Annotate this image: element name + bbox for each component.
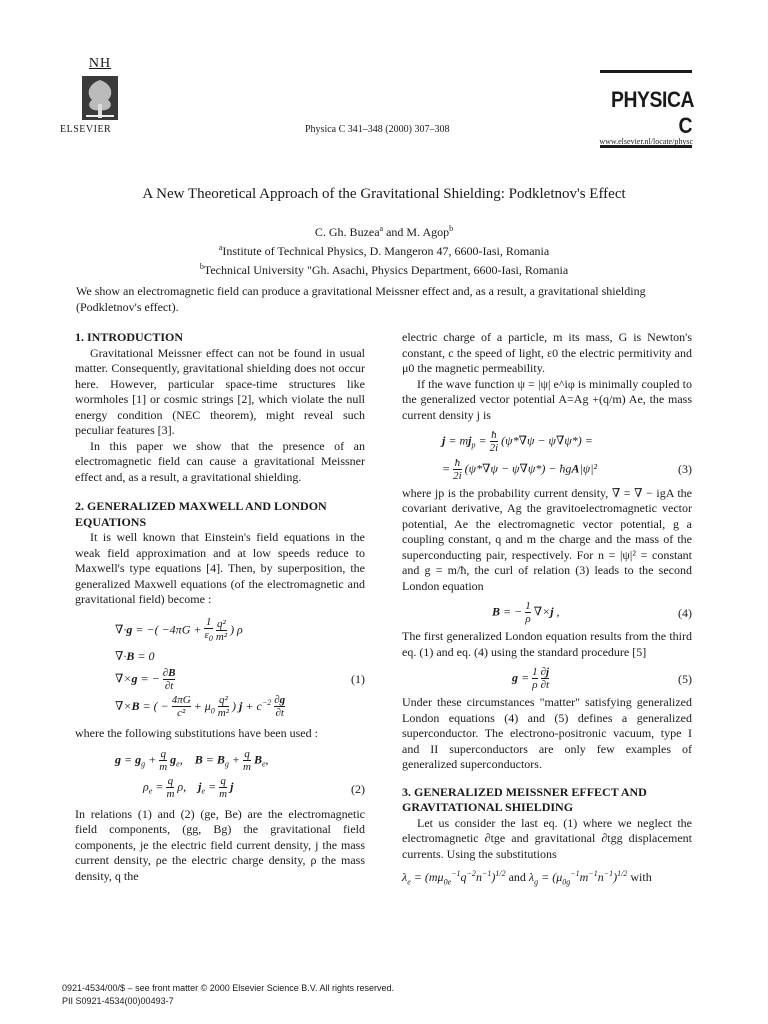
right-column: [402, 330, 692, 890]
paragraph: Gravitational Meissner effect can not be found in usual matter. Consequently, gravitational shielding does not occur here. However, particular space-time structures like wormholes [1] or cosmic strings [2], which violate the null energy condition (NEC theorem), might reveal such peculiar features [3].: [75, 345, 365, 437]
pii-line: PII S0921-4534(00)00493-7: [62, 996, 174, 1006]
publisher-mark: NH: [88, 56, 112, 71]
equation-3: $j = mj_p$ = $\frac{ħ}{2i}$ (ψ*∇̄ψ − ψ∇̄ψ*) = = $\frac{ħ}{2i}$ (ψ*∇ψ − ψ∇ψ*) − ħgA|ψ|² (3): [442, 429, 692, 482]
paragraph: In relations (1) and (2) (ge, Be) are the electromagnetic field components, (gg, Bg) the gravitational field components, je the electric field current density, j the mass current density, ρe the electric charge density, ρ the mass density, q the: [75, 806, 365, 883]
journal-url[interactable]: www.elsevier.nl/locate/physc: [599, 137, 693, 146]
paragraph: Let us consider the last eq. (1) where we neglect the electromagnetic ∂tge and gravitational ∂tgg displacement currents. Using the substitutions: [402, 815, 692, 861]
brand-rule-top: [600, 70, 692, 73]
publisher-logo: [70, 56, 130, 127]
publisher-name: ELSEVIER: [60, 124, 112, 135]
authors: C. Gh. Buzea: [314, 225, 380, 239]
affiliation-b: $^b$Technical University "Gh. Asachi, Physics Department, 6600-Iasi, Romania: [199, 262, 569, 277]
equation-4: B = − $\frac{1}{\rho}$ ∇×j , (4): [492, 600, 692, 626]
paragraph: In this paper we show that the presence of an electromagnetic field can cause a gravitational Meissner effect and, as a result, a gravitational shielding.: [75, 438, 365, 484]
equation-number: (5): [678, 671, 692, 686]
equation-5: g = $\frac{1}{\rho}$ $\frac{\partial j}{\partial t}$ (5): [512, 666, 692, 692]
paragraph: electric charge of a particle, m its mass, G is Newton's constant, c the speed of light, ε0 the electric permitivity and μ0 the magnetic permeability.: [402, 330, 692, 375]
paragraph: Under these circumstances "matter" satisfying generalized London equations (4) and (5) defines a generalized superconductor. The electrono-positronic vacuum, type I and II superconductors are only few examples of generalized superconductors.: [402, 695, 692, 772]
equation-number: (2): [351, 782, 365, 797]
equation-number: (1): [351, 672, 365, 687]
paragraph: The first generalized London equation results from the third eq. (1) and eq. (4) using the standard procedure [5]: [402, 629, 692, 659]
affiliation-a: $^a$Institute of Technical Physics, D. Mangeron 47, 6600-Iasi, Romania: [218, 243, 550, 258]
footer: [62, 982, 394, 1008]
abstract: We show an electromagnetic field can produce a gravitational Meissner effect and, as a result, a gravitational shielding (Podkletnov's effect).: [76, 284, 646, 314]
equation-number: (3): [678, 462, 692, 477]
equation-1: ∇·g = −( −4πG + $\frac{1}{\varepsilon_0}$ $\frac{\text{q²}}{\text{m²}}$ ) ρ ∇·B = 0 ∇×g = − $\frac{\partial B}{\partial t}$ (1) ∇×B = ( − $\frac{4\pi G}{\text{c²}}$ + $\mu_0$ $\frac{\text{q²}}{\text{m²}}$ ) $j + c^{-2}$ $\frac{\partial g}{\partial t}$: [115, 615, 365, 720]
authors-and: and M. Agop: [383, 225, 450, 239]
author-block: [40, 221, 728, 278]
equation-2: $g = g_g$ + $\frac{q}{m}$ $g_e$, $B = B_g$ + $\frac{q}{m}$ $B_e$, $\rho_e$ = $\frac{q}{m}$ ρ, $j_e$ = $\frac{q}{m}$ j (2): [115, 747, 365, 801]
left-column: [75, 330, 365, 884]
section-heading-meissner: 3. GENERALIZED MEISSNER EFFECT AND GRAVITATIONAL SHIELDING: [402, 784, 647, 815]
elsevier-tree-icon: [80, 74, 120, 122]
paragraph: where jp is the probability current density, ∇̄ = ∇ − igA the covariant derivative, Ag the gravitoelectromagnetic vector potential, Ae the electromagnetic vector potential, g a coupling constant, q and m the charge and the mass of the superconducting pair, respectively. For n = |ψ|² = constant and g = m/ħ, the curl of relation (3) leads to the second London equation: [402, 485, 692, 593]
section-heading-maxwell-london: 2. GENERALIZED MAXWELL AND LONDON EQUATIONS: [75, 499, 327, 529]
paragraph: where the following substitutions have been used :: [75, 726, 318, 741]
copyright-line: 0921-4534/00/$ – see front matter © 2000 Elsevier Science B.V. All rights reserved.: [62, 983, 394, 993]
paper-title: A New Theoretical Approach of the Gravitational Shielding: Podkletnov's Effect: [142, 186, 626, 202]
section-heading-introduction: 1. INTRODUCTION: [75, 330, 184, 344]
equation-number: (4): [678, 605, 692, 620]
paragraph: It is well known that Einstein's field equations in the weak field approximation and at low speeds reduce to Maxwell's type equations [4]. Then, by superposition, the generalized Maxwell equations (of the electromagnetic and gravitational field) become :: [75, 530, 365, 606]
equation-lambda: $\lambda_e = (m\mu_{0e}^{-1}q^{-2}n^{-1})^{1/2}$ and $\lambda_g = (\mu_{0g}^{-1}m^{-1}n^{-1})^{1/2}$ with: [402, 869, 652, 887]
journal-title: PHYSICA C: [611, 87, 695, 138]
journal-citation: Physica C 341–348 (2000) 307–308: [305, 124, 450, 135]
paragraph: If the wave function ψ = |ψ| e^iφ is minimally coupled to the generalized vector potential A=Ag +(q/m) Ae, the mass current density j is: [402, 376, 692, 422]
author-line: C. Gh. Buzea$^a$ and M. Agop$^b$: [314, 224, 454, 239]
